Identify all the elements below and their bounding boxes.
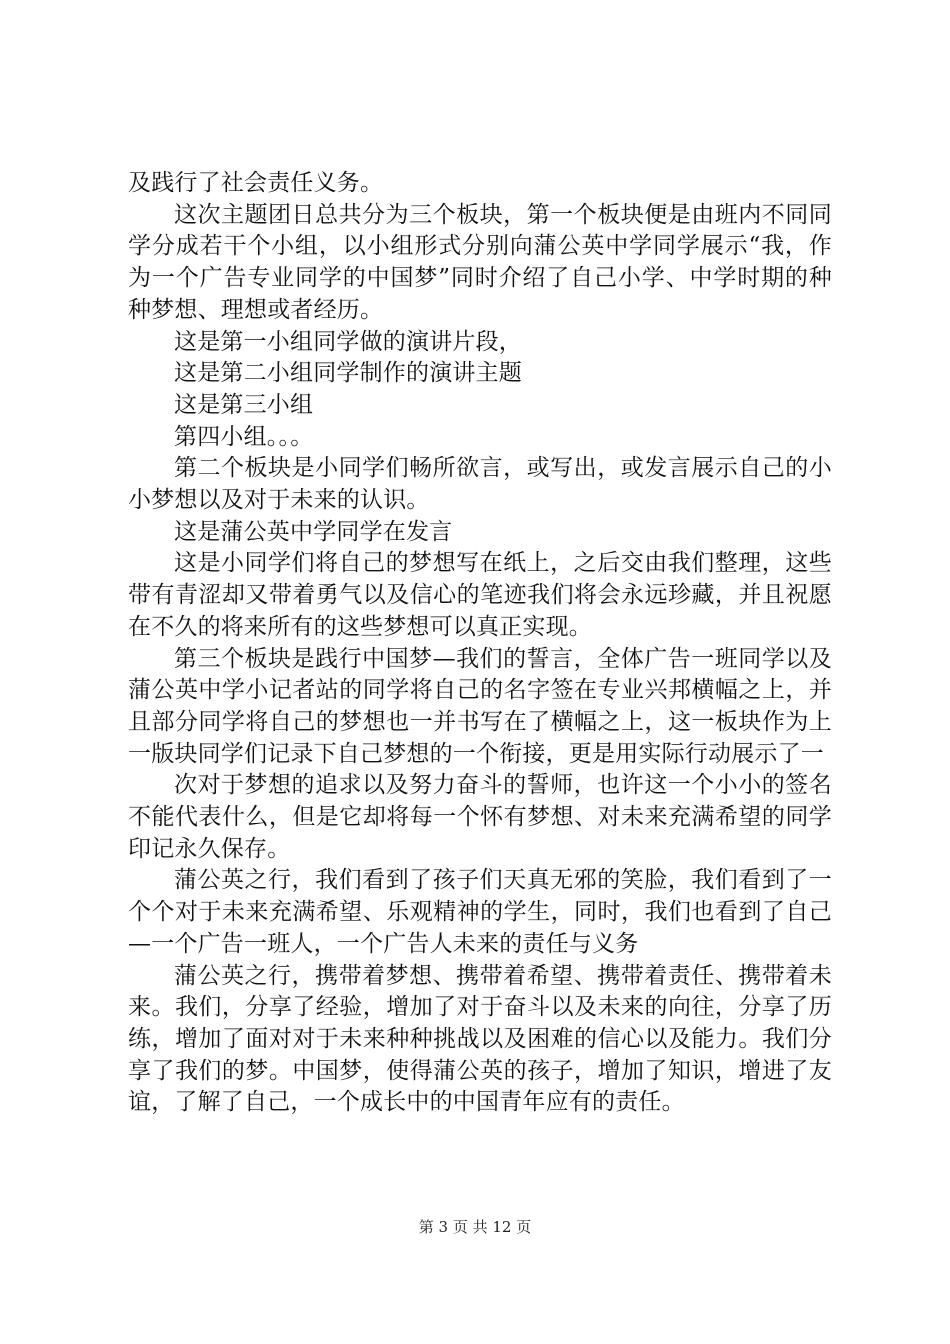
paragraph-9: 这是小同学们将自己的梦想写在纸上，之后交由我们整理，这些带有青涩却又带着勇气以及信心的笔迹我们将会永远珍藏，并且祝愿在不久的将来所有的这些梦想可以真正实现。 — [128, 550, 832, 640]
paragraph-7: 第二个板块是小同学们畅所欲言，或写出，或发言展示自己的小小梦想以及对于未来的认识。 — [128, 455, 832, 514]
paragraph-5: 这是第三小组 — [174, 391, 314, 418]
paragraph-13: 蒲公英之行，携带着梦想、携带着希望、携带着责任、携带着未来。我们，分享了经验，增加了对于奋斗以及未来的向往，分享了历练，增加了面对对于未来种种挑战以及困难的信心以及能力。我们分享了我们的梦。中国梦，使得蒲公英的孩子，增加了知识，增进了友谊，了解了自己，一个成长中的中国青年应有的责任。 — [128, 962, 832, 1116]
paragraph-10: 第三个板块是践行中国梦—我们的誓言，全体广告一班同学以及蒲公英中学小记者站的同学将自己的名字签在专业兴邦横幅之上，并且部分同学将自己的梦想也一并书写在了横幅之上，这一板块作为上一版块同学们记录下自己梦想的一个衔接，更是用实际行动展示了一 — [128, 645, 832, 767]
paragraph-2: 这次主题团日总共分为三个板块，第一个板块便是由班内不同同学分成若干个小组，以小组形式分别向蒲公英中学同学展示“我，作为一个广告专业同学的中国梦”同时介绍了自己小学、中学时期的种种梦想、理想或者经历。 — [128, 201, 832, 323]
page-footer — [0, 1216, 950, 1237]
paragraph-1: 及践行了社会责任义务。 — [128, 170, 384, 196]
paragraph-6: 第四小组。。。 — [174, 423, 314, 450]
paragraph-8: 这是蒲公英中学同学在发言 — [174, 518, 453, 545]
page-number-label: 第 3 页 共 12 页 — [418, 1218, 532, 1236]
paragraph-4: 这是第二小组同学制作的演讲主题 — [174, 360, 522, 387]
paragraph-3: 这是第一小组同学做的演讲片段， — [174, 328, 522, 355]
paragraph-12: 蒲公英之行，我们看到了孩子们天真无邪的笑脸，我们看到了一个个对于未来充满希望、乐观精神的学生，同时，我们也看到了自己—一个广告一班人，一个广告人未来的责任与义务 — [128, 867, 832, 957]
document-body — [128, 168, 832, 1119]
paragraph-11: 次对于梦想的追求以及努力奋斗的誓师，也许这一个小小的签名不能代表什么，但是它却将每一个怀有梦想、对未来充满希望的同学印记永久保存。 — [128, 772, 832, 862]
